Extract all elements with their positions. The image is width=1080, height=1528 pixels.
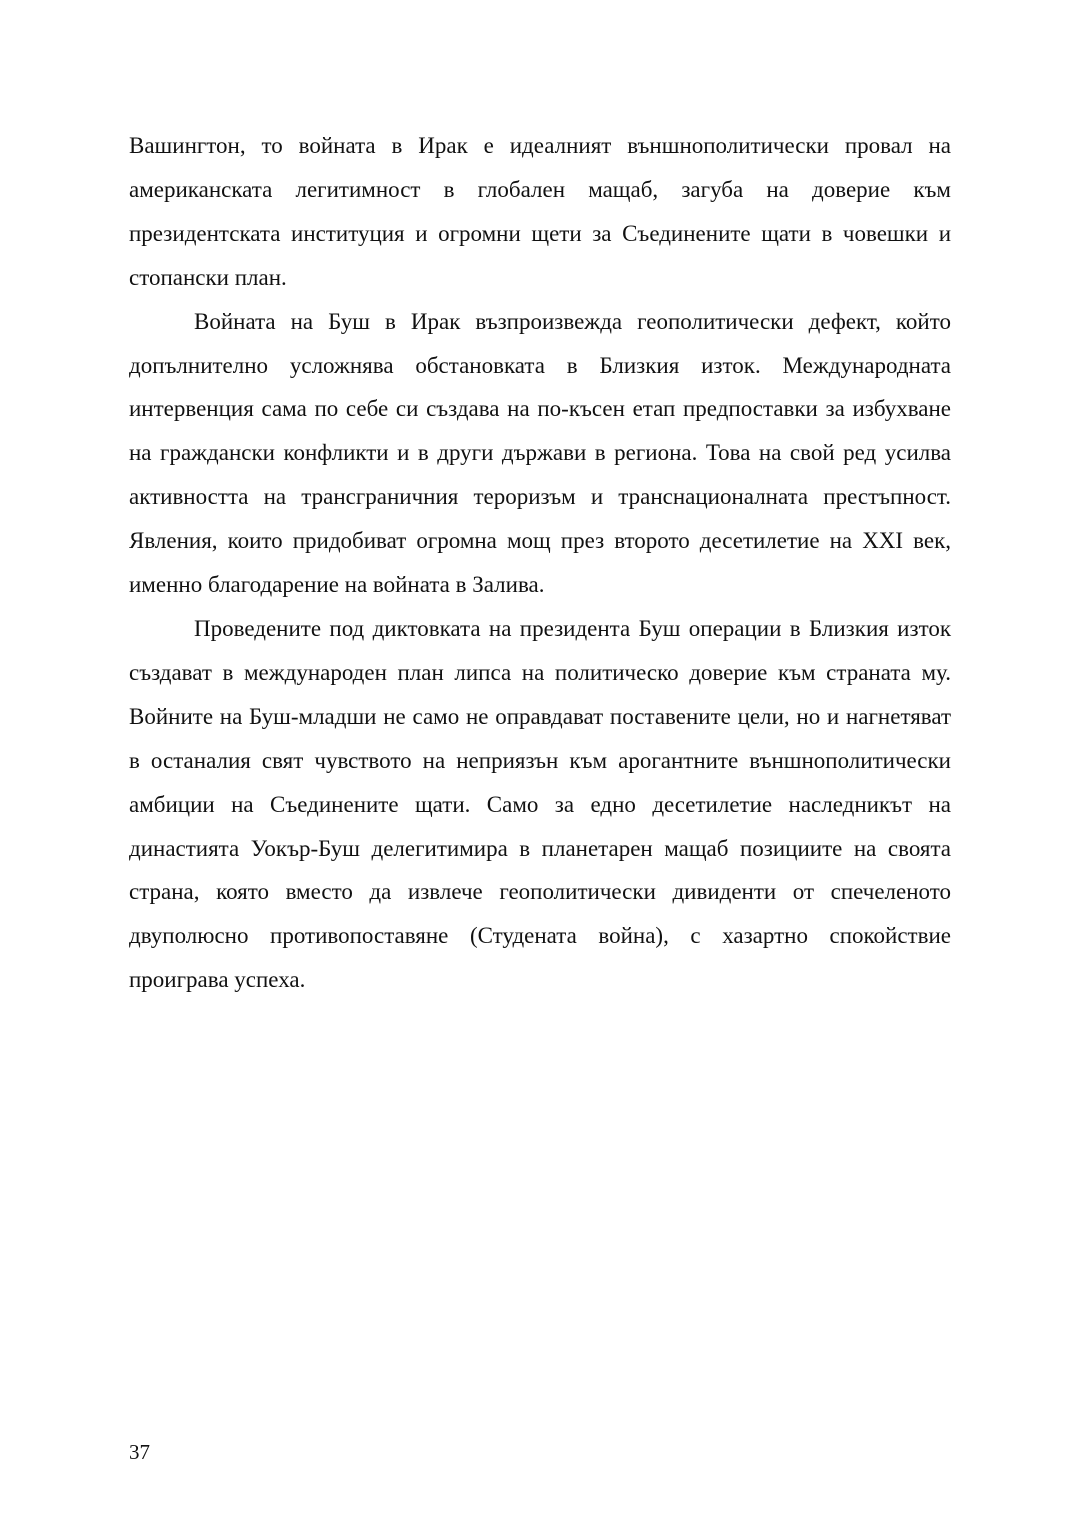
paragraph-iraq-war-defect: Войната на Буш в Ирак възпроизвежда геополитически дефект, който допълнително усложнява обстановката в Близкия изток. Международната интервенция сама по себе си създава на по-късен етап предпоставки за избухване на граждански конфликти и в други държави в региона. Това на свой ред усилва активността на трансграничния тероризъм и транснационалната престъпност. Явления, които придобиват огромна мощ през второто десетилетие на XXI век, именно благодарение на войната в Залива. [129,308,951,598]
body-text [129,124,951,1002]
paragraph-bush-operations: Проведените под диктовката на президента Буш операции в Близкия изток създават в международен план липса на политическо доверие към страната му. Войните на Буш-младши не само не оправдават поставените цели, но и нагнетяват в останалия свят чувството на неприязън към арогантните външнополитически амбиции на Съединените щати. Само за едно десетилетие наследникът на династията Уокър-Буш делегитимира в планетарен мащаб позициите на своята страна, която вместо да извлече геополитически дивиденти от спечеленото двуполюсно противопоставяне (Студената война), с хазартно спокойствие проиграва успеха. [129,615,951,993]
paragraph-continuation: Вашингтон, то войната в Ирак е идеалният външнополитически провал на американската легитимност в глобален мащаб, загуба на доверие към президентската институция и огромни щети за Съединените щати в човешки и стопански план. [129,133,951,290]
page-number: 37 [129,1440,150,1464]
